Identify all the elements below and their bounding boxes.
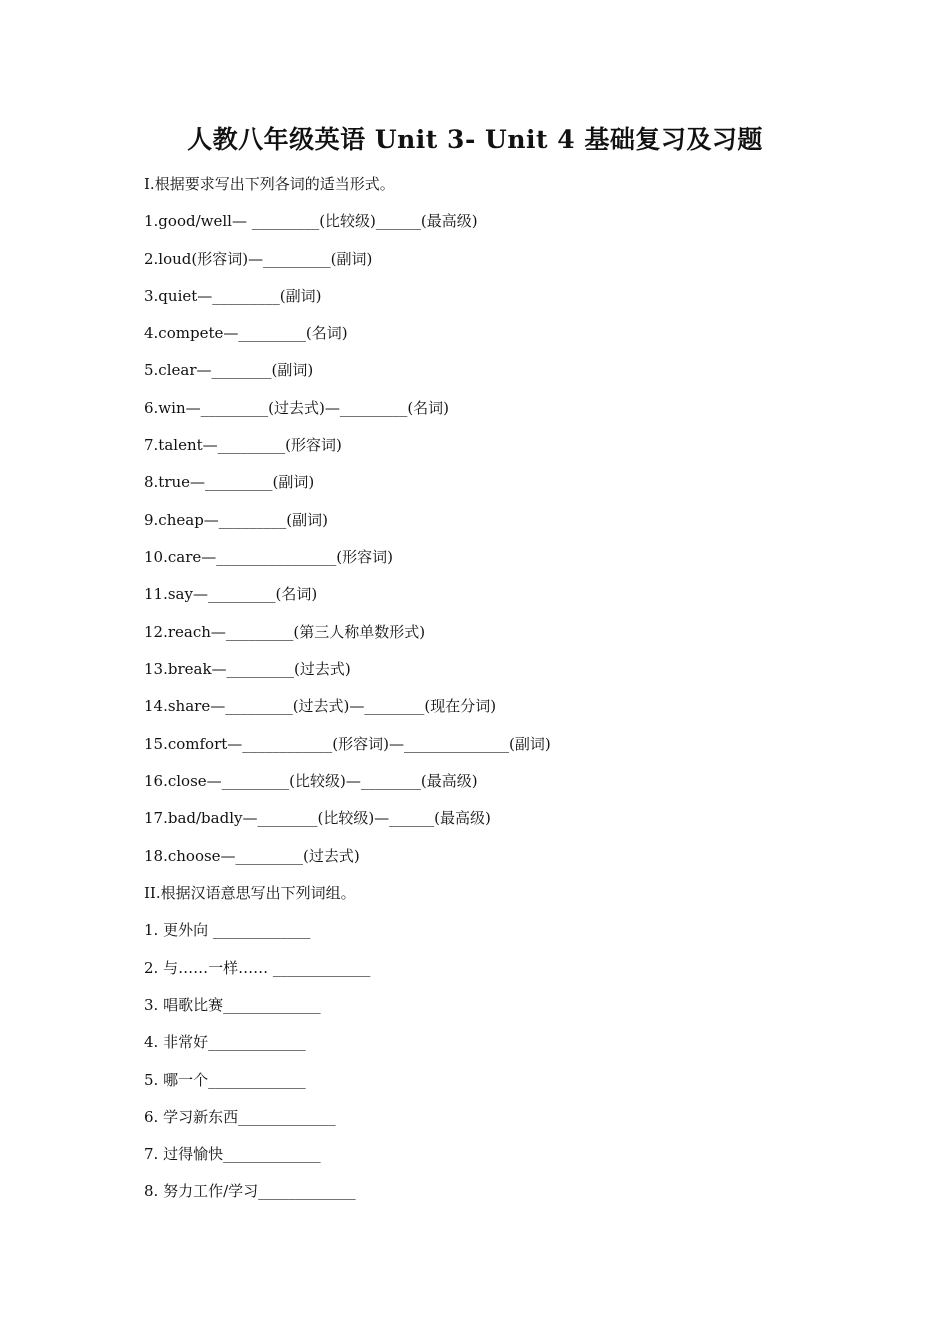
word-form-item-4: 4.compete—_________(名词): [144, 324, 348, 342]
section1-heading: I.根据要求写出下列各词的适当形式。: [144, 175, 395, 193]
word-form-item-14: 14.share—_________(过去式)—________(现在分词): [144, 697, 497, 715]
phrase-item-4: 4. 非常好_____________: [144, 1033, 306, 1051]
word-form-item-13: 13.break—_________(过去式): [144, 660, 351, 678]
word-form-item-12: 12.reach—_________(第三人称单数形式): [144, 623, 426, 641]
word-form-item-7: 7.talent—_________(形容词): [144, 436, 342, 454]
word-form-item-11: 11.say—_________(名词): [144, 585, 318, 603]
word-form-item-18: 18.choose—_________(过去式): [144, 847, 360, 865]
word-form-item-9: 9.cheap—_________(副词): [144, 511, 328, 529]
phrase-item-7: 7. 过得愉快_____________: [144, 1145, 321, 1163]
phrase-item-8: 8. 努力工作/学习_____________: [144, 1182, 356, 1200]
word-form-item-6: 6.win—_________(过去式)—_________(名词): [144, 399, 450, 417]
phrase-item-2: 2. 与……一样…… _____________: [144, 959, 371, 977]
word-form-item-1: 1.good/well— _________(比较级)______(最高级): [144, 212, 478, 230]
word-form-item-5: 5.clear—________(副词): [144, 361, 314, 379]
phrase-item-3: 3. 唱歌比赛_____________: [144, 996, 321, 1014]
phrase-item-5: 5. 哪一个_____________: [144, 1071, 306, 1089]
word-form-item-2: 2.loud(形容词)—_________(副词): [144, 250, 373, 268]
word-form-item-8: 8.true—_________(副词): [144, 473, 315, 491]
word-form-item-16: 16.close—_________(比较级)—________(最高级): [144, 772, 478, 790]
section2-heading: II.根据汉语意思写出下列词组。: [144, 884, 356, 902]
phrase-item-6: 6. 学习新东西_____________: [144, 1108, 336, 1126]
phrase-item-1: 1. 更外向 _____________: [144, 921, 311, 939]
word-form-item-15: 15.comfort—____________(形容词)—______________(副词): [144, 735, 551, 753]
word-form-item-10: 10.care—________________(形容词): [144, 548, 393, 566]
word-form-item-17: 17.bad/badly—________(比较级)—______(最高级): [144, 809, 491, 827]
page-title: 人教八年级英语 Unit 3- Unit 4 基础复习及习题: [187, 125, 763, 154]
word-form-item-3: 3.quiet—_________(副词): [144, 287, 322, 305]
